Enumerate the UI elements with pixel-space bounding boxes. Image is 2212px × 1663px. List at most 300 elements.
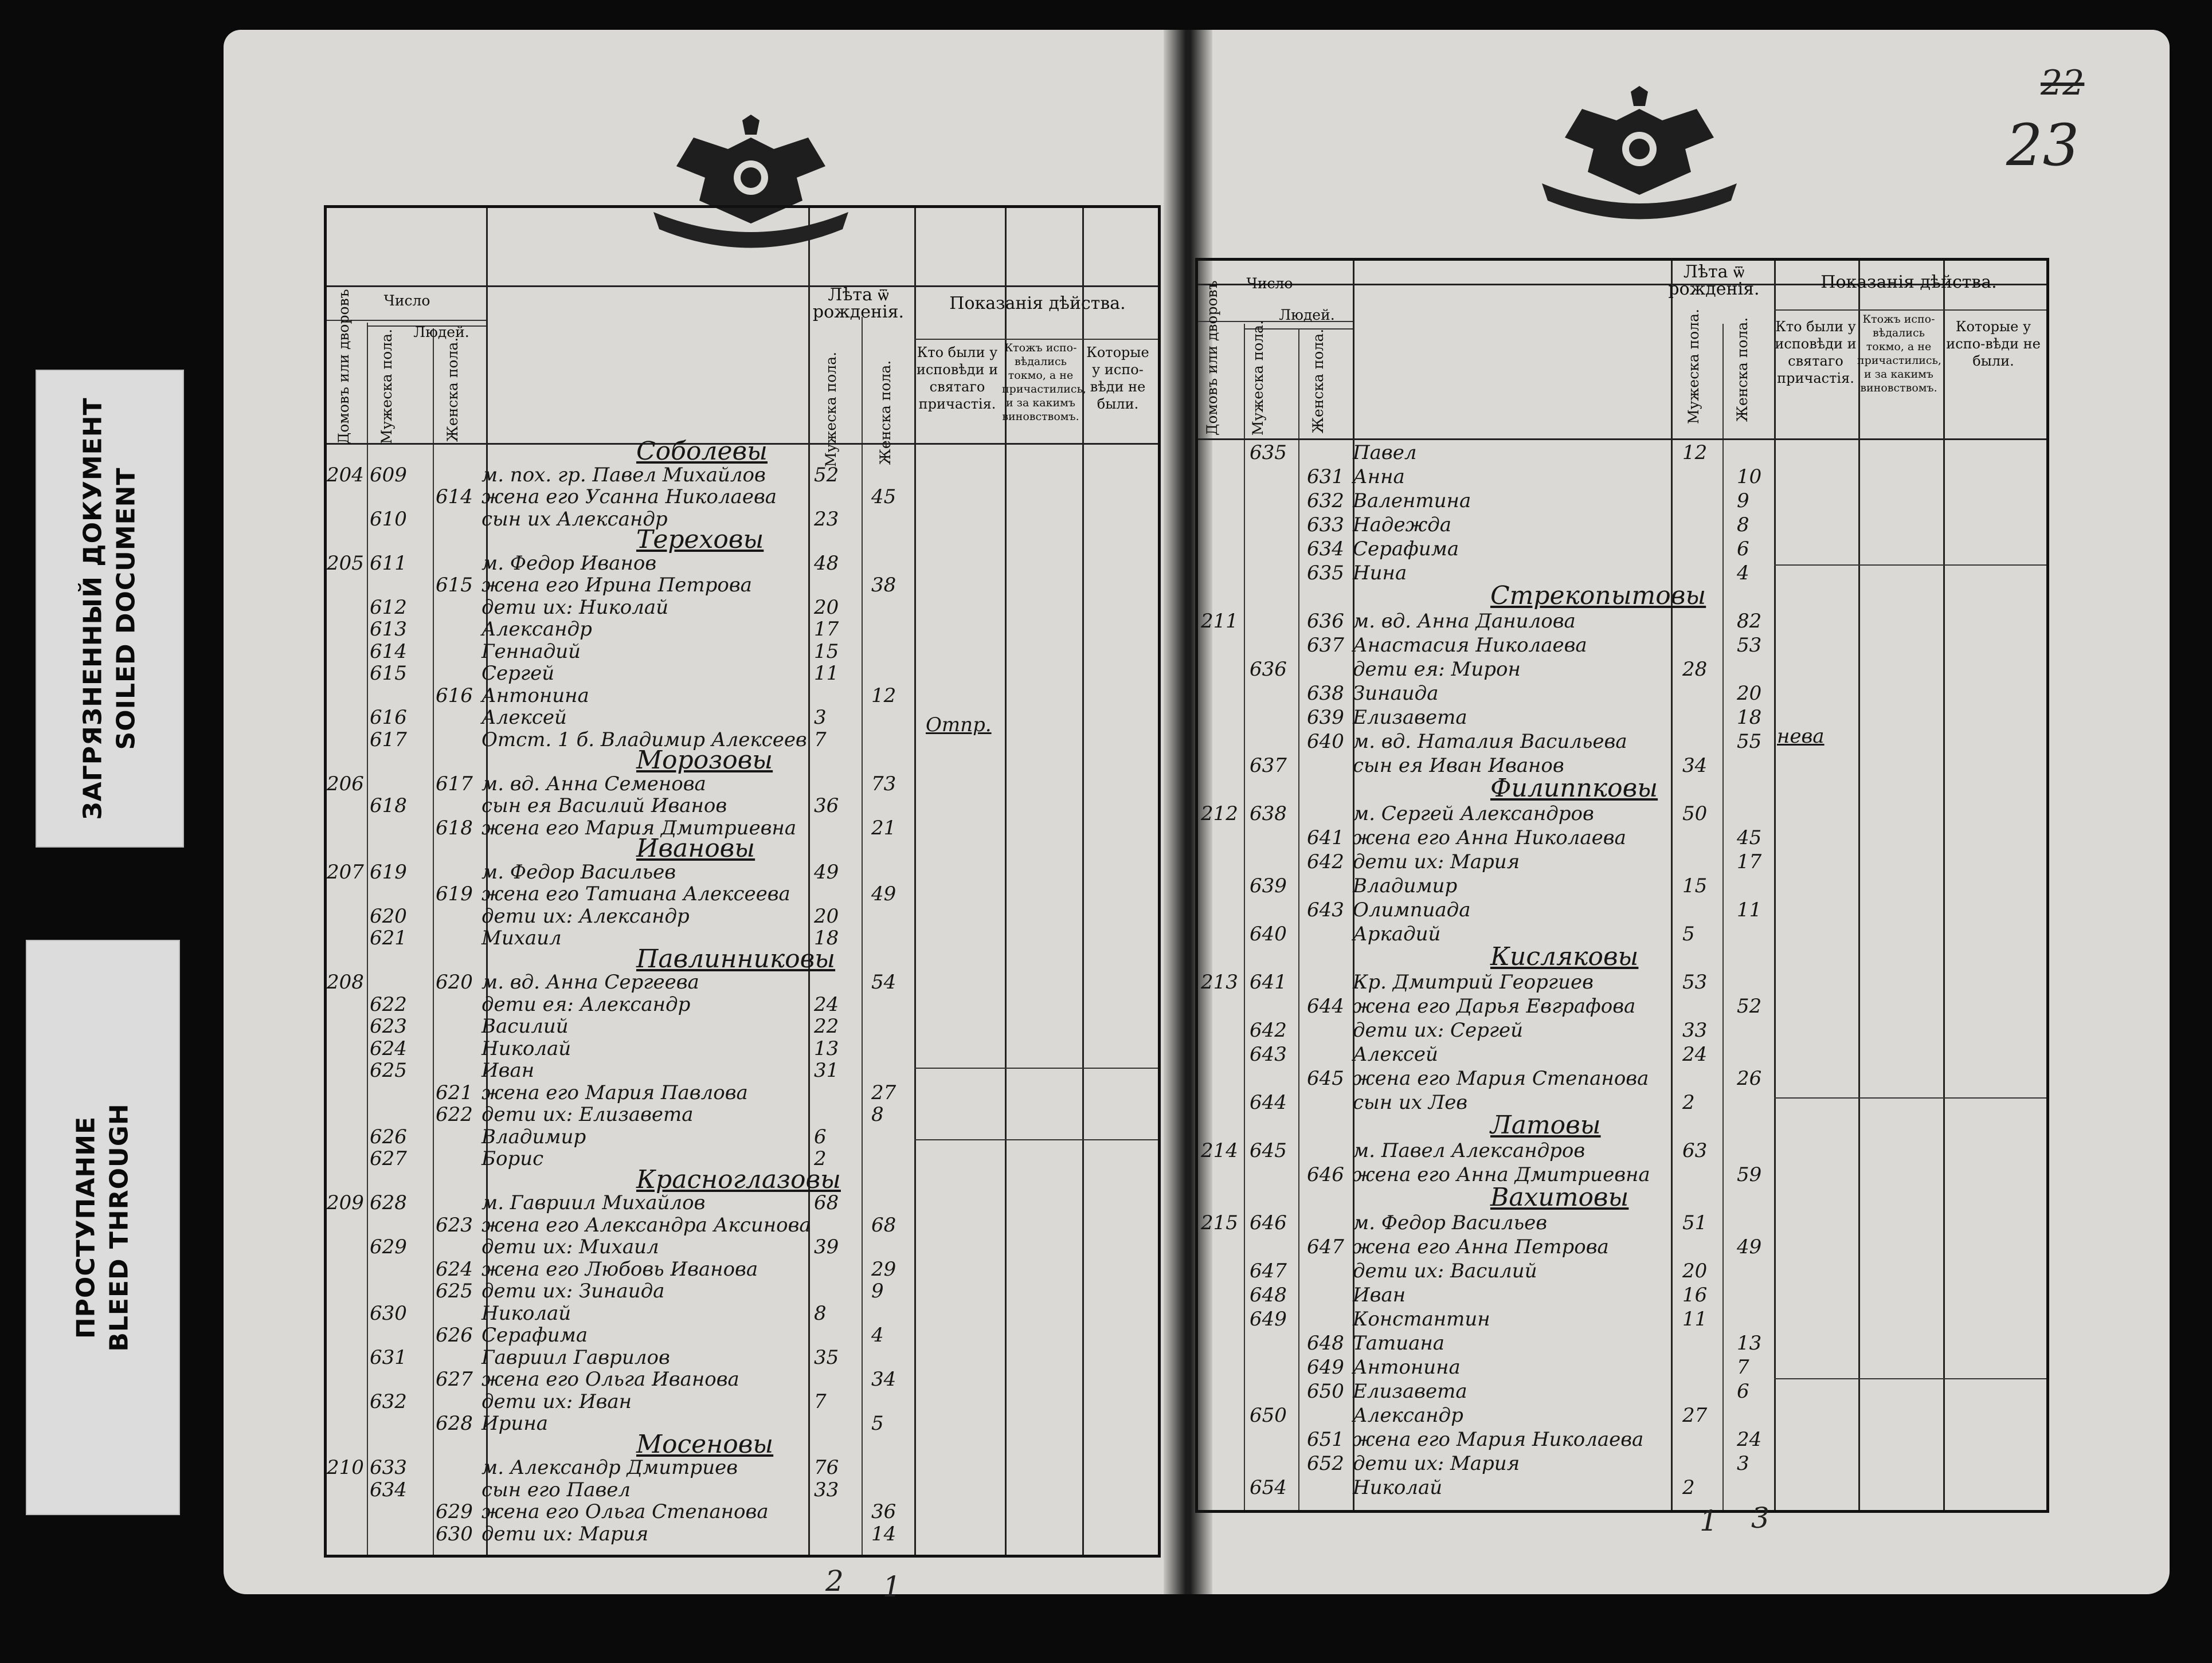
r-header-muzh: Мужеска пола. xyxy=(1250,320,1266,436)
female-age: 6 xyxy=(1737,1380,1749,1403)
person-entry: дети их: Михаил xyxy=(481,1236,659,1258)
female-age: 18 xyxy=(1737,706,1762,729)
footer-right-2: 3 xyxy=(1751,1501,1769,1535)
person-entry: дети их: Зинаида xyxy=(481,1280,665,1303)
person-entry: Отст. 1 б. Владимир Алексеев xyxy=(481,728,807,751)
female-age: 8 xyxy=(871,1103,884,1126)
person-entry: Олимпиада xyxy=(1353,899,1471,921)
male-number: 631 xyxy=(370,1346,407,1369)
male-number: 609 xyxy=(370,463,407,487)
male-number: 626 xyxy=(370,1125,407,1148)
header-pokazaniya: Показанія дѣйства. xyxy=(949,293,1126,313)
person-entry: жена его Анна Дмитриевна xyxy=(1353,1163,1650,1186)
header-muzh: Мужеска пола. xyxy=(378,328,395,444)
male-number: 640 xyxy=(1250,923,1287,946)
female-age: 73 xyxy=(871,772,896,795)
female-number: 629 xyxy=(436,1500,473,1523)
male-age: 20 xyxy=(814,595,839,619)
r-header-leta: Лѣта ѿ рожденія. xyxy=(1668,262,1760,299)
female-number: 621 xyxy=(436,1081,473,1104)
female-age: 59 xyxy=(1737,1163,1762,1186)
r-header-kto: Кто были у исповѣди и святаго причастія. xyxy=(1775,319,1857,386)
male-number: 635 xyxy=(1250,441,1287,464)
male-age: 33 xyxy=(814,1478,839,1501)
female-age: 52 xyxy=(1737,995,1762,1018)
female-number: 646 xyxy=(1307,1163,1344,1186)
person-entry: дети их: Василий xyxy=(1353,1260,1537,1282)
r-header-lyudey: Людей. xyxy=(1279,307,1335,323)
soiled-label-ru: ЗАГРЯЗНЕННЫЙ ДОКУМЕНТ xyxy=(78,397,108,820)
person-entry: м. Федор Васильев xyxy=(481,860,676,884)
male-age: 5 xyxy=(1682,923,1695,946)
female-number: 645 xyxy=(1307,1067,1344,1090)
male-number: 654 xyxy=(1250,1476,1287,1499)
male-age: 17 xyxy=(814,618,839,641)
female-age: 9 xyxy=(871,1280,884,1303)
family-surname: Тереховы xyxy=(636,525,764,554)
female-age: 45 xyxy=(871,485,896,508)
person-entry: м. вд. Анна Семенова xyxy=(481,772,706,795)
male-number: 625 xyxy=(370,1059,407,1082)
female-age: 53 xyxy=(1737,634,1762,657)
house-number: 206 xyxy=(327,772,364,795)
person-entry: дети их: Елизавета xyxy=(481,1103,694,1126)
imperial-eagle-crest-icon-right xyxy=(1530,86,1748,229)
male-number: 645 xyxy=(1250,1139,1287,1162)
male-age: 27 xyxy=(1682,1404,1708,1427)
r-header-pokazaniya: Показанія дѣйства. xyxy=(1821,272,1997,292)
house-number: 212 xyxy=(1201,802,1238,825)
female-age: 36 xyxy=(871,1500,896,1523)
female-age: 12 xyxy=(871,684,896,707)
male-age: 15 xyxy=(1682,874,1708,897)
female-number: 638 xyxy=(1307,682,1344,705)
person-entry: м. вд. Наталия Васильева xyxy=(1353,730,1627,753)
person-entry: дети их: Иван xyxy=(481,1390,632,1413)
female-number: 624 xyxy=(436,1257,473,1281)
male-number: 620 xyxy=(370,904,407,928)
female-age: 11 xyxy=(1737,899,1762,921)
male-age: 24 xyxy=(1682,1043,1708,1066)
female-age: 14 xyxy=(871,1522,896,1546)
male-age: 35 xyxy=(814,1346,839,1369)
person-entry: м. вд. Анна Сергеева xyxy=(481,971,699,994)
person-entry: сын его Павел xyxy=(481,1478,631,1501)
right-register-table xyxy=(1195,258,2049,1513)
bleed-through-tag xyxy=(26,940,180,1515)
female-number: 616 xyxy=(436,684,473,707)
female-age: 34 xyxy=(871,1368,896,1391)
footer-left-2: 1 xyxy=(883,1570,901,1603)
female-age: 49 xyxy=(1737,1236,1762,1258)
person-entry: Иван xyxy=(481,1059,535,1082)
female-number: 650 xyxy=(1307,1380,1344,1403)
male-age: 36 xyxy=(814,794,839,817)
person-entry: Сергей xyxy=(481,662,555,685)
male-number: 647 xyxy=(1250,1260,1287,1282)
male-age: 49 xyxy=(814,860,839,884)
female-number: 634 xyxy=(1307,538,1344,560)
male-number: 634 xyxy=(370,1478,407,1501)
male-number: 639 xyxy=(1250,874,1287,897)
person-entry: Валентина xyxy=(1353,489,1471,512)
female-number: 637 xyxy=(1307,634,1344,657)
male-age: 2 xyxy=(1682,1091,1695,1114)
person-entry: Кр. Дмитрий Георгиев xyxy=(1353,971,1594,994)
female-number: 633 xyxy=(1307,513,1344,536)
male-age: 48 xyxy=(814,551,839,575)
male-number: 617 xyxy=(370,728,407,751)
female-age: 49 xyxy=(871,883,896,905)
male-number: 637 xyxy=(1250,754,1287,777)
female-age: 9 xyxy=(1737,489,1749,512)
male-age: 11 xyxy=(1682,1308,1708,1331)
person-entry: жена его Анна Николаева xyxy=(1353,826,1626,849)
r-header-dvorov: Домовъ или дворовъ xyxy=(1204,280,1220,436)
male-number: 648 xyxy=(1250,1284,1287,1307)
person-entry: Анастасия Николаева xyxy=(1353,634,1587,657)
female-number: 623 xyxy=(436,1213,473,1237)
female-number: 642 xyxy=(1307,850,1344,873)
person-entry: жена его Мария Павлова xyxy=(481,1081,748,1104)
person-entry: м. вд. Анна Данилова xyxy=(1353,610,1576,633)
person-entry: сын их Лев xyxy=(1353,1091,1468,1114)
house-number: 213 xyxy=(1201,971,1238,994)
male-age: 50 xyxy=(1682,802,1708,825)
person-entry: м. Александр Дмитриев xyxy=(481,1456,738,1479)
male-age: 31 xyxy=(814,1059,839,1082)
person-entry: дети их: Мария xyxy=(1353,850,1520,873)
family-surname: Морозовы xyxy=(636,746,773,775)
page-number: 23 xyxy=(2006,112,2080,179)
female-age: 45 xyxy=(1737,826,1762,849)
person-entry: м. Федор Васильев xyxy=(1353,1211,1548,1234)
person-entry: Надежда xyxy=(1353,513,1452,536)
male-age: 7 xyxy=(814,728,827,751)
person-entry: жена его Александра Аксинова xyxy=(481,1213,811,1237)
house-number: 211 xyxy=(1201,610,1238,633)
right-note: нева xyxy=(1777,725,1825,748)
person-entry: Алексей xyxy=(1353,1043,1438,1066)
family-surname: Вахитовы xyxy=(1490,1183,1629,1212)
soiled-label-en: SOILED DOCUMENT xyxy=(111,467,141,750)
female-age: 20 xyxy=(1737,682,1762,705)
r-header-chislo: Число xyxy=(1246,275,1293,292)
family-surname: Кисляковы xyxy=(1490,942,1639,971)
person-entry: жена его Дарья Евграфова xyxy=(1353,995,1636,1018)
male-age: 53 xyxy=(1682,971,1708,994)
person-entry: Павел xyxy=(1353,441,1417,464)
male-number: 619 xyxy=(370,860,407,884)
house-number: 204 xyxy=(327,463,364,487)
male-number: 646 xyxy=(1250,1211,1287,1234)
male-number: 627 xyxy=(370,1147,407,1170)
male-number: 644 xyxy=(1250,1091,1287,1114)
female-number: 635 xyxy=(1307,562,1344,585)
person-entry: Константин xyxy=(1353,1308,1490,1331)
male-age: 51 xyxy=(1682,1211,1708,1234)
male-number: 613 xyxy=(370,618,407,641)
male-number: 624 xyxy=(370,1037,407,1060)
person-entry: сын ея Василий Иванов xyxy=(481,794,727,817)
female-number: 625 xyxy=(436,1280,473,1303)
house-number: 215 xyxy=(1201,1211,1238,1234)
female-age: 38 xyxy=(871,574,896,597)
r-header-leta-muzh: Мужеска пола. xyxy=(1685,308,1702,424)
person-entry: Антонина xyxy=(481,684,589,707)
male-number: 622 xyxy=(370,993,407,1016)
male-number: 632 xyxy=(370,1390,407,1413)
person-entry: Геннадий xyxy=(481,640,581,663)
person-entry: Татиана xyxy=(1353,1332,1445,1355)
person-entry: м. Гавриил Михайлов xyxy=(481,1191,706,1214)
female-number: 649 xyxy=(1307,1356,1344,1379)
male-age: 11 xyxy=(814,662,839,685)
female-age: 29 xyxy=(871,1257,896,1281)
female-age: 8 xyxy=(1737,513,1749,536)
family-surname: Латовы xyxy=(1490,1111,1601,1140)
person-entry: жена его Ольга Иванова xyxy=(481,1368,739,1391)
female-number: 639 xyxy=(1307,706,1344,729)
person-entry: Николай xyxy=(481,1301,571,1325)
female-number: 620 xyxy=(436,971,473,994)
house-number: 210 xyxy=(327,1456,364,1479)
male-number: 641 xyxy=(1250,971,1287,994)
male-age: 23 xyxy=(814,507,839,531)
female-number: 648 xyxy=(1307,1332,1344,1355)
person-entry: жена его Ольга Степанова xyxy=(481,1500,769,1523)
header-kotorye: Которые у испо-вѣди не были. xyxy=(1086,344,1149,412)
soiled-document-tag xyxy=(36,370,184,848)
female-number: 628 xyxy=(436,1412,473,1435)
family-surname: Ивановы xyxy=(636,834,755,863)
person-entry: Василий xyxy=(481,1015,569,1038)
person-entry: жена его Татиана Алексеева xyxy=(481,883,790,905)
person-entry: м. Павел Александров xyxy=(1353,1139,1585,1162)
male-number: 643 xyxy=(1250,1043,1287,1066)
person-entry: дети их: Мария xyxy=(1353,1452,1520,1475)
header-ktozh: Ктожъ испо-вѣдались токмо, а не причастились, и за какимъ виновствомъ. xyxy=(1002,342,1086,423)
female-number: 617 xyxy=(436,772,473,795)
r-header-zhen: Женска пола. xyxy=(1310,328,1326,434)
male-age: 6 xyxy=(814,1125,827,1148)
male-age: 33 xyxy=(1682,1019,1708,1042)
male-number: 614 xyxy=(370,640,407,663)
male-age: 63 xyxy=(1682,1139,1708,1162)
header-leta-zhen: Женска пола. xyxy=(877,360,894,465)
r-header-leta-zhen: Женска пола. xyxy=(1734,317,1751,422)
male-age: 2 xyxy=(814,1147,827,1170)
female-number: 618 xyxy=(436,816,473,840)
female-age: 10 xyxy=(1737,465,1762,488)
female-age: 26 xyxy=(1737,1067,1762,1090)
family-surname: Мосеновы xyxy=(636,1429,774,1459)
female-age: 24 xyxy=(1737,1428,1762,1451)
person-entry: Владимир xyxy=(1353,874,1458,897)
female-age: 82 xyxy=(1737,610,1762,633)
person-entry: дети ея: Мирон xyxy=(1353,658,1521,681)
crossed-page-number: 22 xyxy=(2041,63,2085,103)
person-entry: сын ея Иван Иванов xyxy=(1353,754,1564,777)
female-number: 626 xyxy=(436,1324,473,1347)
person-entry: Серафима xyxy=(481,1324,588,1347)
female-number: 643 xyxy=(1307,899,1344,921)
female-number: 636 xyxy=(1307,610,1344,633)
header-zhen: Женска пола. xyxy=(444,337,461,442)
house-number: 209 xyxy=(327,1191,364,1214)
r-header-ktozh: Ктожъ испо-вѣдались токмо, а не причастились, и за какимъ виновствомъ. xyxy=(1857,313,1941,394)
male-number: 642 xyxy=(1250,1019,1287,1042)
male-age: 15 xyxy=(814,640,839,663)
male-age: 24 xyxy=(814,993,839,1016)
male-age: 76 xyxy=(814,1456,839,1479)
female-number: 644 xyxy=(1307,995,1344,1018)
female-age: 4 xyxy=(1737,562,1749,585)
bleed-label-en: BLEED THROUGH xyxy=(104,1103,134,1352)
male-number: 612 xyxy=(370,595,407,619)
male-number: 628 xyxy=(370,1191,407,1214)
female-age: 55 xyxy=(1737,730,1762,753)
house-number: 205 xyxy=(327,551,364,575)
female-age: 21 xyxy=(871,816,896,840)
person-entry: Александр xyxy=(1353,1404,1463,1427)
r-header-kotorye: Которые у испо-вѣди не были. xyxy=(1946,319,2041,369)
footer-right-1: 1 xyxy=(1700,1504,1718,1538)
male-number: 621 xyxy=(370,927,407,950)
house-number: 214 xyxy=(1201,1139,1238,1162)
bleed-label-ru: ПРОСТУПАНИЕ xyxy=(71,1116,101,1339)
header-chislo: Число xyxy=(383,292,430,309)
person-entry: Аркадий xyxy=(1353,923,1441,946)
person-entry: Александр xyxy=(481,618,592,641)
person-entry: Алексей xyxy=(481,706,567,729)
person-entry: сын их Александр xyxy=(481,507,668,531)
house-number: 207 xyxy=(327,860,364,884)
male-age: 13 xyxy=(814,1037,839,1060)
male-age: 68 xyxy=(814,1191,839,1214)
male-age: 3 xyxy=(814,706,827,729)
female-number: 631 xyxy=(1307,465,1344,488)
family-surname: Филиппковы xyxy=(1490,774,1658,803)
person-entry: жена его Мария Николаева xyxy=(1353,1428,1644,1451)
person-entry: Николай xyxy=(1353,1476,1443,1499)
left-note: Отпр. xyxy=(926,713,992,736)
male-age: 16 xyxy=(1682,1284,1708,1307)
female-age: 54 xyxy=(871,971,896,994)
person-entry: Ирина xyxy=(481,1412,548,1435)
female-age: 13 xyxy=(1737,1332,1762,1355)
male-number: 615 xyxy=(370,662,407,685)
male-age: 20 xyxy=(814,904,839,928)
male-age: 8 xyxy=(814,1301,827,1325)
person-entry: жена его Ирина Петрова xyxy=(481,574,752,597)
female-number: 651 xyxy=(1307,1428,1344,1451)
male-number: 649 xyxy=(1250,1308,1287,1331)
header-kto: Кто были у исповѣди и святаго причастія. xyxy=(916,344,999,412)
male-number: 638 xyxy=(1250,802,1287,825)
male-number: 618 xyxy=(370,794,407,817)
person-entry: дети их: Александр xyxy=(481,904,690,928)
female-number: 647 xyxy=(1307,1236,1344,1258)
male-number: 611 xyxy=(370,551,407,575)
person-entry: дети их: Николай xyxy=(481,595,669,619)
female-number: 615 xyxy=(436,574,473,597)
person-entry: Серафима xyxy=(1353,538,1459,560)
female-age: 5 xyxy=(871,1412,884,1435)
female-age: 3 xyxy=(1737,1452,1749,1475)
header-leta: Лѣта ѿ рожденія. xyxy=(812,285,905,322)
female-age: 6 xyxy=(1737,538,1749,560)
person-entry: Иван xyxy=(1353,1284,1406,1307)
male-number: 633 xyxy=(370,1456,407,1479)
person-entry: Елизавета xyxy=(1353,1380,1467,1403)
male-number: 650 xyxy=(1250,1404,1287,1427)
house-number: 208 xyxy=(327,971,364,994)
family-surname: Красноглазовы xyxy=(636,1164,841,1194)
male-number: 623 xyxy=(370,1015,407,1038)
person-entry: Антонина xyxy=(1353,1356,1461,1379)
male-number: 630 xyxy=(370,1301,407,1325)
male-number: 629 xyxy=(370,1236,407,1258)
male-number: 610 xyxy=(370,507,407,531)
female-age: 68 xyxy=(871,1213,896,1237)
male-age: 7 xyxy=(814,1390,827,1413)
family-surname: Соболевы xyxy=(636,437,768,466)
family-surname: Стрекопытовы xyxy=(1490,581,1706,610)
male-age: 39 xyxy=(814,1236,839,1258)
person-entry: м. Сергей Александров xyxy=(1353,802,1594,825)
family-surname: Павлинниковы xyxy=(636,944,836,974)
female-number: 641 xyxy=(1307,826,1344,849)
female-number: 622 xyxy=(436,1103,473,1126)
footer-left-1: 2 xyxy=(825,1564,844,1598)
male-age: 52 xyxy=(814,463,839,487)
female-age: 4 xyxy=(871,1324,884,1347)
header-lyudey: Людей. xyxy=(413,324,469,340)
person-entry: дети ея: Александр xyxy=(481,993,691,1016)
female-number: 652 xyxy=(1307,1452,1344,1475)
person-entry: жена его Мария Степанова xyxy=(1353,1067,1649,1090)
header-leta-muzh: Мужеска пола. xyxy=(823,351,839,467)
person-entry: дети их: Мария xyxy=(481,1522,649,1546)
person-entry: жена его Мария Дмитриевна xyxy=(481,816,797,840)
male-number: 636 xyxy=(1250,658,1287,681)
person-entry: Гавриил Гаврилов xyxy=(481,1346,670,1369)
person-entry: дети их: Сергей xyxy=(1353,1019,1524,1042)
female-age: 17 xyxy=(1737,850,1762,873)
person-entry: Николай xyxy=(481,1037,571,1060)
male-age: 22 xyxy=(814,1015,839,1038)
female-age: 7 xyxy=(1737,1356,1749,1379)
person-entry: м. пох. гр. Павел Михайлов xyxy=(481,463,766,487)
female-number: 619 xyxy=(436,883,473,905)
male-age: 18 xyxy=(814,927,839,950)
female-age: 27 xyxy=(871,1081,896,1104)
person-entry: Борис xyxy=(481,1147,544,1170)
male-age: 2 xyxy=(1682,1476,1695,1499)
female-number: 632 xyxy=(1307,489,1344,512)
male-number: 616 xyxy=(370,706,407,729)
person-entry: Владимир xyxy=(481,1125,586,1148)
male-age: 12 xyxy=(1682,441,1708,464)
person-entry: жена его Усанна Николаева xyxy=(481,485,777,508)
header-dvorov: Домовъ или дворовъ xyxy=(335,289,352,444)
person-entry: Михаил xyxy=(481,927,562,950)
person-entry: Зинаида xyxy=(1353,682,1439,705)
person-entry: жена его Анна Петрова xyxy=(1353,1236,1609,1258)
person-entry: Елизавета xyxy=(1353,706,1467,729)
female-number: 640 xyxy=(1307,730,1344,753)
